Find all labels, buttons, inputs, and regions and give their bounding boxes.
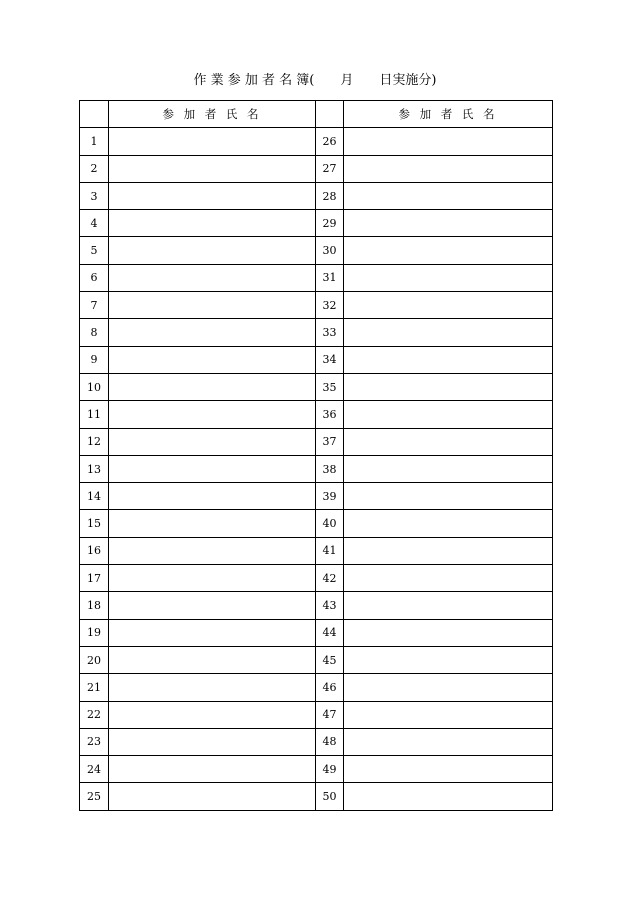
participant-name-cell-left[interactable]	[109, 237, 316, 264]
table-row	[80, 510, 553, 537]
participant-name-cell-right[interactable]	[344, 592, 553, 619]
row-number-right: 33	[316, 319, 344, 346]
row-number-left: 3	[80, 182, 109, 209]
row-number-left: 25	[80, 783, 109, 810]
row-number-right: 35	[316, 373, 344, 400]
table-row	[80, 237, 553, 264]
table-row	[80, 373, 553, 400]
row-number-right: 29	[316, 210, 344, 237]
row-number-left: 4	[80, 210, 109, 237]
participant-name-cell-left[interactable]	[109, 428, 316, 455]
row-number-right: 40	[316, 510, 344, 537]
participant-name-cell-left[interactable]	[109, 182, 316, 209]
participant-name-cell-left[interactable]	[109, 155, 316, 182]
row-number-left: 13	[80, 455, 109, 482]
row-number-right: 46	[316, 674, 344, 701]
row-number-left: 12	[80, 428, 109, 455]
row-number-right: 39	[316, 483, 344, 510]
participant-name-cell-right[interactable]	[344, 510, 553, 537]
table-row	[80, 455, 553, 482]
table-row	[80, 592, 553, 619]
participant-name-cell-right[interactable]	[344, 537, 553, 564]
table-row	[80, 319, 553, 346]
participant-name-cell-right[interactable]	[344, 565, 553, 592]
participant-name-cell-right[interactable]	[344, 401, 553, 428]
participant-name-cell-left[interactable]	[109, 483, 316, 510]
document-title: 作 業 参 加 者 名 簿( 月 日実施分)	[193, 73, 437, 88]
row-number-left: 23	[80, 728, 109, 755]
participant-name-cell-right[interactable]	[344, 128, 553, 155]
row-number-left: 21	[80, 674, 109, 701]
participant-name-cell-right[interactable]	[344, 619, 553, 646]
row-number-left: 16	[80, 537, 109, 564]
participant-name-cell-right[interactable]	[344, 728, 553, 755]
row-number-left: 14	[80, 483, 109, 510]
row-number-right: 45	[316, 646, 344, 673]
table-row	[80, 292, 553, 319]
roster-body	[80, 128, 553, 810]
participant-name-cell-right[interactable]	[344, 210, 553, 237]
participant-name-cell-right[interactable]	[344, 346, 553, 373]
participant-name-cell-right[interactable]	[344, 783, 553, 810]
row-number-right: 43	[316, 592, 344, 619]
table-row	[80, 128, 553, 155]
table-row	[80, 674, 553, 701]
participant-name-cell-right[interactable]	[344, 701, 553, 728]
participant-name-cell-left[interactable]	[109, 783, 316, 810]
participant-name-cell-left[interactable]	[109, 646, 316, 673]
table-row	[80, 619, 553, 646]
participant-name-cell-right[interactable]	[344, 483, 553, 510]
participant-name-cell-left[interactable]	[109, 128, 316, 155]
participant-name-cell-right[interactable]	[344, 646, 553, 673]
header-number-left	[80, 101, 109, 128]
row-number-left: 19	[80, 619, 109, 646]
participant-name-cell-right[interactable]	[344, 292, 553, 319]
participant-name-cell-left[interactable]	[109, 592, 316, 619]
row-number-right: 50	[316, 783, 344, 810]
table-row	[80, 783, 553, 810]
participant-name-cell-right[interactable]	[344, 155, 553, 182]
participant-name-cell-left[interactable]	[109, 264, 316, 291]
table-row	[80, 728, 553, 755]
table-row	[80, 701, 553, 728]
table-row	[80, 155, 553, 182]
table-row	[80, 346, 553, 373]
row-number-right: 28	[316, 182, 344, 209]
participant-roster-table	[79, 100, 553, 811]
participant-name-cell-left[interactable]	[109, 346, 316, 373]
row-number-left: 8	[80, 319, 109, 346]
participant-name-cell-left[interactable]	[109, 455, 316, 482]
participant-name-cell-right[interactable]	[344, 756, 553, 783]
row-number-left: 20	[80, 646, 109, 673]
row-number-right: 26	[316, 128, 344, 155]
row-number-right: 41	[316, 537, 344, 564]
participant-name-cell-left[interactable]	[109, 701, 316, 728]
row-number-right: 36	[316, 401, 344, 428]
participant-name-cell-left[interactable]	[109, 619, 316, 646]
table-row	[80, 565, 553, 592]
participant-name-cell-left[interactable]	[109, 756, 316, 783]
row-number-left: 9	[80, 346, 109, 373]
row-number-right: 42	[316, 565, 344, 592]
row-number-right: 44	[316, 619, 344, 646]
participant-name-cell-left[interactable]	[109, 510, 316, 537]
table-row	[80, 756, 553, 783]
table-row	[80, 537, 553, 564]
row-number-right: 47	[316, 701, 344, 728]
row-number-left: 2	[80, 155, 109, 182]
participant-name-cell-left[interactable]	[109, 674, 316, 701]
participant-name-cell-left[interactable]	[109, 401, 316, 428]
participant-name-cell-left[interactable]	[109, 728, 316, 755]
participant-name-cell-left[interactable]	[109, 319, 316, 346]
table-row	[80, 646, 553, 673]
participant-name-cell-left[interactable]	[109, 373, 316, 400]
participant-name-cell-left[interactable]	[109, 537, 316, 564]
row-number-right: 27	[316, 155, 344, 182]
header-participant-name-left: 参 加 者 氏 名	[109, 101, 316, 128]
row-number-right: 48	[316, 728, 344, 755]
table-row	[80, 483, 553, 510]
row-number-right: 38	[316, 455, 344, 482]
table-row	[80, 182, 553, 209]
row-number-left: 5	[80, 237, 109, 264]
table-row	[80, 428, 553, 455]
row-number-right: 34	[316, 346, 344, 373]
table-row	[80, 210, 553, 237]
row-number-left: 7	[80, 292, 109, 319]
row-number-right: 49	[316, 756, 344, 783]
row-number-right: 32	[316, 292, 344, 319]
participant-name-cell-right[interactable]	[344, 182, 553, 209]
row-number-left: 22	[80, 701, 109, 728]
row-number-left: 17	[80, 565, 109, 592]
participant-name-cell-right[interactable]	[344, 373, 553, 400]
row-number-right: 31	[316, 264, 344, 291]
row-number-left: 10	[80, 373, 109, 400]
participant-name-cell-right[interactable]	[344, 319, 553, 346]
row-number-left: 18	[80, 592, 109, 619]
header-participant-name-right: 参 加 者 氏 名	[344, 101, 553, 128]
row-number-right: 37	[316, 428, 344, 455]
participant-name-cell-left[interactable]	[109, 210, 316, 237]
table-row	[80, 264, 553, 291]
row-number-left: 1	[80, 128, 109, 155]
row-number-left: 11	[80, 401, 109, 428]
row-number-left: 24	[80, 756, 109, 783]
row-number-left: 15	[80, 510, 109, 537]
participant-name-cell-right[interactable]	[344, 455, 553, 482]
row-number-left: 6	[80, 264, 109, 291]
table-row	[80, 401, 553, 428]
table-header-row	[80, 101, 553, 128]
participant-name-cell-right[interactable]	[344, 264, 553, 291]
row-number-right: 30	[316, 237, 344, 264]
header-number-right	[316, 101, 344, 128]
participant-name-cell-right[interactable]	[344, 674, 553, 701]
participant-name-cell-right[interactable]	[344, 428, 553, 455]
participant-name-cell-left[interactable]	[109, 565, 316, 592]
participant-name-cell-right[interactable]	[344, 237, 553, 264]
participant-name-cell-left[interactable]	[109, 292, 316, 319]
